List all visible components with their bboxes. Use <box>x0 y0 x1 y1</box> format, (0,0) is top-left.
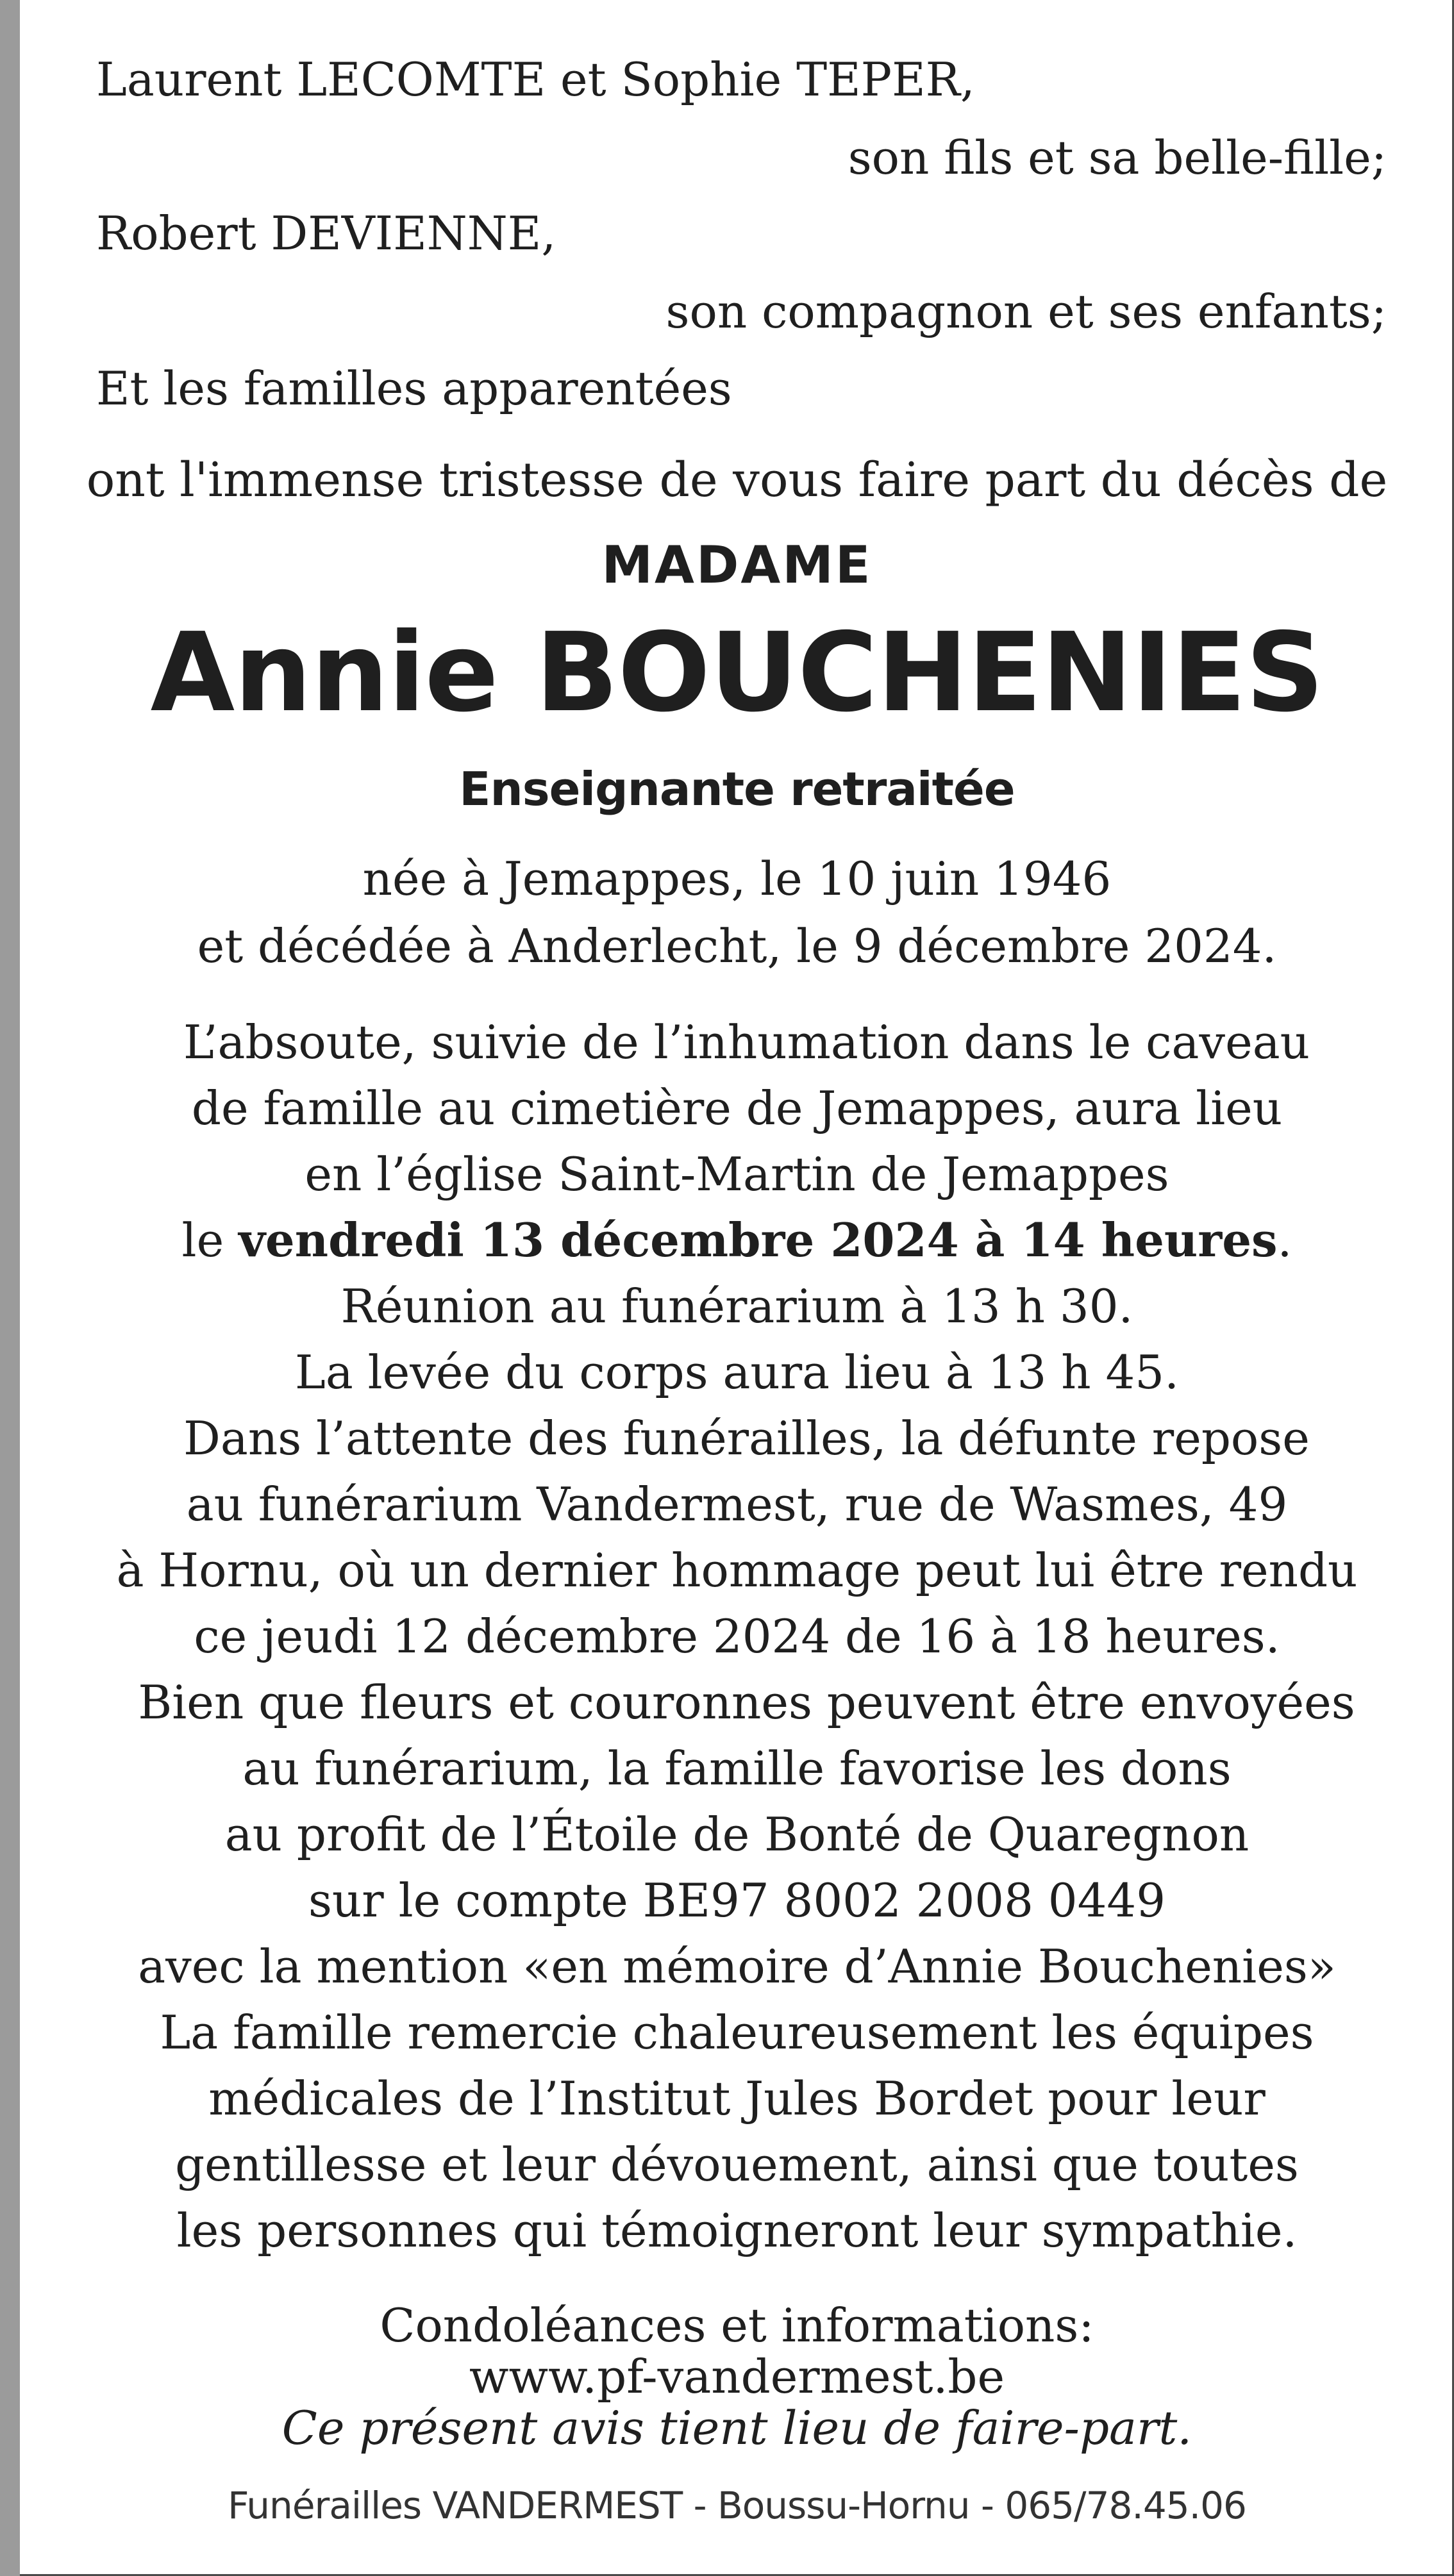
ceremony-line-17: médicales de l’Institut Jules Bordet pour leur <box>208 2072 1266 2125</box>
ceremony-line-3: en l’église Saint-Martin de Jemappes <box>305 1147 1169 1201</box>
ceremony-line-6: La levée du corps aura lieu à 13 h 45. <box>295 1345 1179 1399</box>
ceremony-line-13: au profit de l’Étoile de Bonté de Quaregnon <box>224 1807 1249 1861</box>
faire-part-notice: Ce présent avis tient lieu de faire-part. <box>281 2401 1192 2455</box>
ceremony-line-5: Réunion au funérarium à 13 h 30. <box>340 1279 1133 1333</box>
ceremony-line-11: Bien que fleurs et couronnes peuvent être envoyées <box>138 1675 1355 1729</box>
birth-line: née à Jemappes, le 10 juin 1946 <box>362 852 1112 906</box>
family-line-2: son fils et sa belle-fille; <box>848 131 1387 185</box>
website-link[interactable]: www.pf-vandermest.be <box>469 2350 1005 2404</box>
family-line-4: son compagnon et ses enfants; <box>665 285 1387 338</box>
ceremony-line-18: gentillesse et leur dévouement, ainsi que toutes <box>175 2138 1299 2191</box>
ceremony-line-15: avec la mention «en mémoire d’Annie Bouchenies» <box>138 1940 1336 1993</box>
ceremony-line-2: de famille au cimetière de Jemappes, aura lieu <box>191 1081 1283 1135</box>
ceremony-line-1: L’absoute, suivie de l’inhumation dans le caveau <box>183 1015 1310 1069</box>
bank-account-line: sur le compte BE97 8002 2008 0449 <box>308 1874 1166 1927</box>
family-line-1: Laurent LECOMTE et Sophie TEPER, <box>96 53 975 106</box>
condolences-label: Condoléances et informations: <box>380 2298 1094 2352</box>
ceremony-line-7: Dans l’attente des funérailles, la défunte repose <box>183 1411 1310 1465</box>
announcement-line: ont l'immense tristesse de vous faire part du décès de <box>86 453 1388 508</box>
death-line: et décédée à Anderlecht, le 9 décembre 2024. <box>197 919 1277 973</box>
ceremony-date-prefix: le <box>181 1213 239 1267</box>
family-line-3: Robert DEVIENNE, <box>96 206 556 260</box>
ceremony-date: vendredi 13 décembre 2024 à 14 heures <box>238 1213 1278 1267</box>
ceremony-line-19: les personnes qui témoigneront leur sympathie. <box>176 2204 1298 2257</box>
deceased-name: Annie BOUCHENIES <box>150 610 1324 736</box>
ceremony-line-10: ce jeudi 12 décembre 2024 de 16 à 18 heures. <box>194 1609 1280 1663</box>
funeral-home-footer: Funérailles VANDERMEST - Boussu-Hornu - 065/78.45.06 <box>228 2484 1246 2527</box>
ceremony-date-line <box>20 1213 1454 1267</box>
ceremony-line-8: au funérarium Vandermest, rue de Wasmes, 49 <box>186 1477 1288 1531</box>
family-line-5: Et les familles apparentées <box>96 361 732 415</box>
deceased-profession: Enseignante retraitée <box>459 762 1015 816</box>
left-margin-bar <box>0 0 20 2576</box>
deceased-title: MADAME <box>601 535 873 595</box>
ceremony-line-16: La famille remercie chaleureusement les équipes <box>160 2006 1314 2059</box>
ceremony-date-suffix: . <box>1277 1213 1292 1267</box>
ceremony-line-12: au funérarium, la famille favorise les dons <box>242 1741 1232 1795</box>
ceremony-line-9: à Hornu, où un dernier hommage peut lui être rendu <box>116 1543 1358 1597</box>
